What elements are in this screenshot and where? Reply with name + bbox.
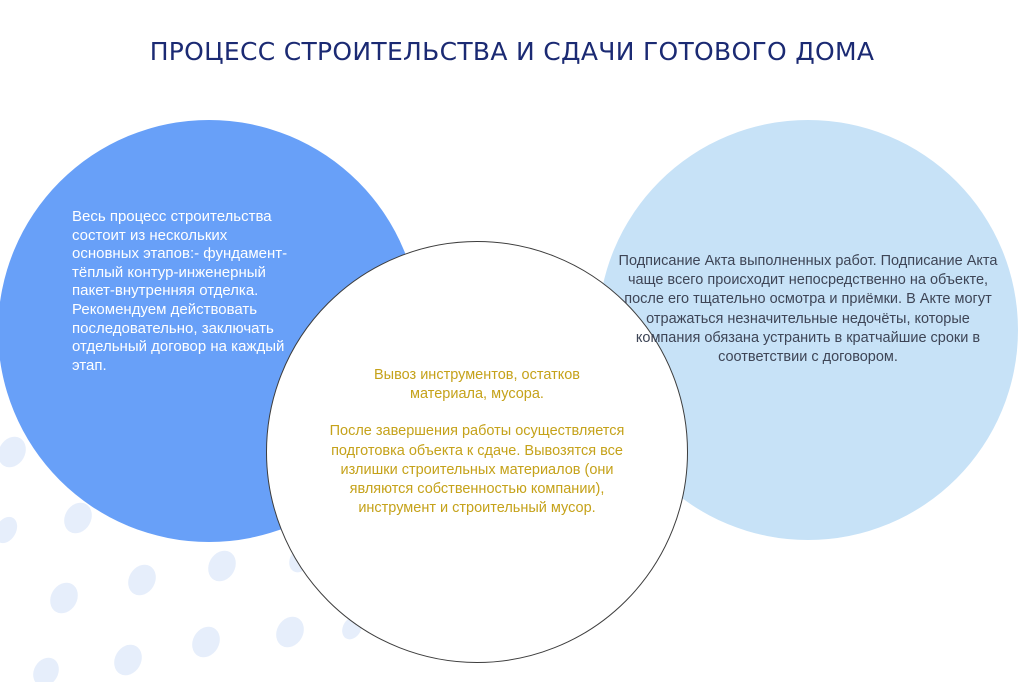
decorative-dot (203, 546, 242, 587)
cleanup-step-block (324, 366, 630, 518)
cleanup-step-heading: Вывоз инструментов, остатков материала, мусора. (374, 367, 580, 403)
page-title: ПРОЦЕСС СТРОИТЕЛЬСТВА И СДАЧИ ГОТОВОГО ДОМА (149, 37, 875, 66)
decorative-dot (187, 622, 226, 663)
act-signing-step-text: Подписание Акта выполненных работ. Подписание Акта чаще всего происходит непосредственно на объекте, после его тщательно осмотра и приёмки. В Акте могут отражаться незначительные недочёты, которые компания обязана устранить в кратчайшие сроки в соответствии с договором. (618, 253, 998, 366)
decorative-dot (109, 640, 148, 681)
decorative-dot (0, 513, 22, 547)
decorative-dot (45, 578, 84, 619)
decorative-dot (28, 653, 64, 682)
construction-step-text: Весь процесс строительства состоит из нескольких основных этапов:- фундамент-тёплый контур-инженерный пакет-внутренняя отделка. Рекомендуем действовать последовательно, заключать отдельный договор на каждый этап. (72, 208, 288, 374)
decorative-dot (123, 560, 162, 601)
cleanup-step-text: После завершения работы осуществляется подготовка объекта к сдаче. Вывозятся все излишки строительных материалов (они являются собственностью компании), инструмент и строительный мусор. (329, 423, 625, 517)
decorative-dot (271, 612, 310, 653)
